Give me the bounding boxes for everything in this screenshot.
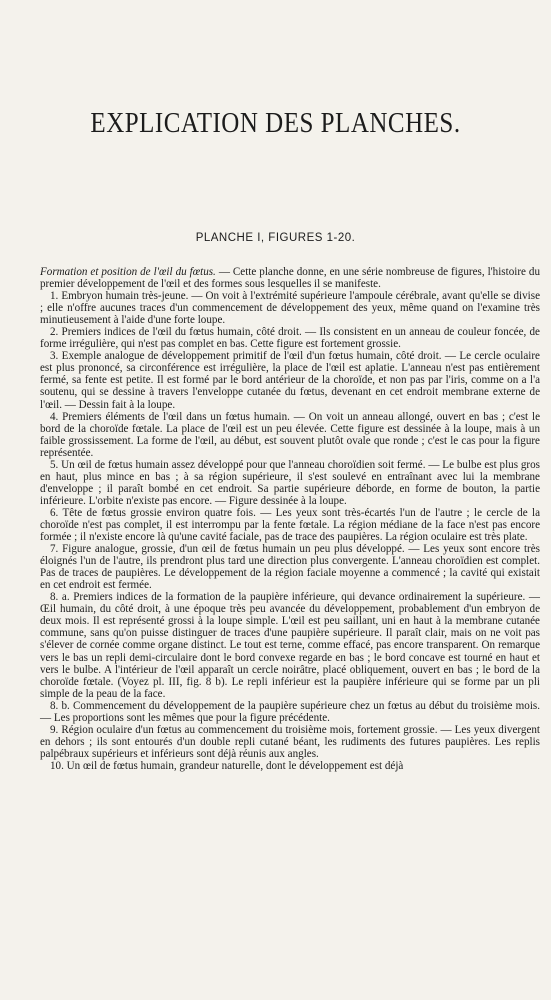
intro-paragraph — [40, 266, 540, 290]
paragraph-fig-3: 3. Exemple analogue de développement primitif de l'œil d'un fœtus humain, côté droit. — Le cercle oculaire est plus prononcé, sa circonférence est irrégulière, la place de l'œil est aplatie. L'anneau n'est pas entièrement fermé, sa fente est petite. Il est formé par le bord antérieur de la choroïde, et non pas par l'iris, comme on a l'a soutenu, qui se dessine à travers l'enveloppe cutanée du fœtus, devenant en cet endroit membrane externe de l'œil. — Dessin fait à la loupe. — [40, 350, 540, 411]
paragraph-fig-9: 9. Région oculaire d'un fœtus au commencement du troisième mois, fortement grossie. — Les yeux divergent en dehors ; ils sont entourés d'un double repli cutané béant, les rudiments des futures paupières. Les replis palpébraux supérieurs et inférieurs sont déjà réunis aux angles. — [40, 723, 540, 760]
intro-lead: Formation et position de l'œil du fœtus. — [40, 266, 216, 278]
plate-heading: PLANCHE I, FIGURES 1-20. — [195, 232, 356, 244]
paragraph-fig-4: 4. Premiers éléments de l'œil dans un fœtus humain. — On voit un anneau allongé, ouvert en bas ; c'est le bord de la choroïde fœtale. La place de l'œil est un peu élevée. Cette figure est dessinée à la loupe, mais à un faible grossissement. La forme de l'œil, au début, est souvent plutôt ovale que ronde ; c'est le cas pour la figure représentée. — [40, 410, 540, 459]
paragraph-fig-2: 2. Premiers indices de l'œil du fœtus humain, côté droit. — Ils consistent en un anneau de couleur foncée, de forme irrégulière, qui n'est pas complet en bas. Cette figure est fortement grossie. — [40, 326, 540, 351]
paragraph-fig-6: 6. Tête de fœtus grossie environ quatre fois. — Les yeux sont très-écartés l'un de l'autre ; le cercle de la choroïde n'est pas complet, il est interrompu par la fente fœtale. La région médiane de la face n'est pas encore formée ; il n'existe encore là qu'une cavité faciale, pas de trace des paupières. La région oculaire est très plate. — [40, 506, 540, 544]
paragraph-fig-8a: 8. a. Premiers indices de la formation de la paupière inférieure, qui devance ordinairement la supérieure. — Œil humain, du côté droit, à une époque très peu avancée du développement, probablement d'un embryon de deux mois. Il est représenté grossi à la loupe simple. L'œil est peu saillant, uni en haut à la membrane cutanée commune, sans qu'on puisse distinguer de traces d'une paupière supérieure. Il paraît clair, mais on ne voit pas s'élever de cornée comme organe distinct. Le tout est terne, comme effacé, pas encore transparent. On remarque vers le bas un repli demi-circulaire dont le bord convexe regarde en bas ; le bord concave est tourné en haut et vers le bulbe. A l'intérieur de l'œil apparaît un cercle noirâtre, placé obliquement, ouvert en bas ; le bord de la choroïde fœtale. (Voyez pl. III, fig. 8 b). Le repli inférieur est la paupière inférieure qui se forme par un pli simple de la peau de la face. — [40, 591, 540, 700]
paragraph-fig-1: 1. Embryon humain très-jeune. — On voit à l'extrémité supérieure l'ampoule cérébrale, avant qu'elle se divise ; elle n'offre aucunes traces d'un commencement de développement des yeux, même quand on l'examine très minutieusement à l'aide d'une forte loupe. — [40, 290, 540, 327]
paragraph-fig-5: 5. Un œil de fœtus humain assez développé pour que l'anneau choroïdien soit fermé. — Le bulbe est plus gros en haut, plus mince en bas ; à sa région supérieure, il s'est soulevé en entraînant avec lui la membrane d'enveloppe ; il paraît bombé en cet endroit. Sa partie supérieure déborde, en forme de bouton, la partie inférieure. L'orbite n'existe pas encore. — Figure dessinée à la loupe. — [40, 458, 540, 507]
intro-text: — Cette planche donne, en une série nombreuse de figures, l'histoire du premier développement de l'œil et des formes sous lesquelles il se manifeste. — [40, 266, 541, 291]
page-title: EXPLICATION DES PLANCHES. — [90, 107, 461, 139]
paragraph-fig-8b: 8. b. Commencement du développement de la paupière supérieure chez un fœtus au début du troisième mois. — Les proportions sont les mêmes que pour la figure précédente. — [40, 699, 540, 724]
body-text — [40, 266, 540, 772]
paragraph-fig-7: 7. Figure analogue, grossie, d'un œil de fœtus humain un peu plus développé. — Les yeux sont encore très éloignés l'un de l'autre, ils prendront plus tard une direction plus convergente. L'anneau choroïdien est complet. Pas de traces de paupières. Le développement de la région faciale moyenne a commencé ; la cavité qui existait en cet endroit est fermée. — [40, 543, 540, 592]
paragraph-fig-10: 10. Un œil de fœtus humain, grandeur naturelle, dont le développement est déjà — [50, 759, 404, 772]
